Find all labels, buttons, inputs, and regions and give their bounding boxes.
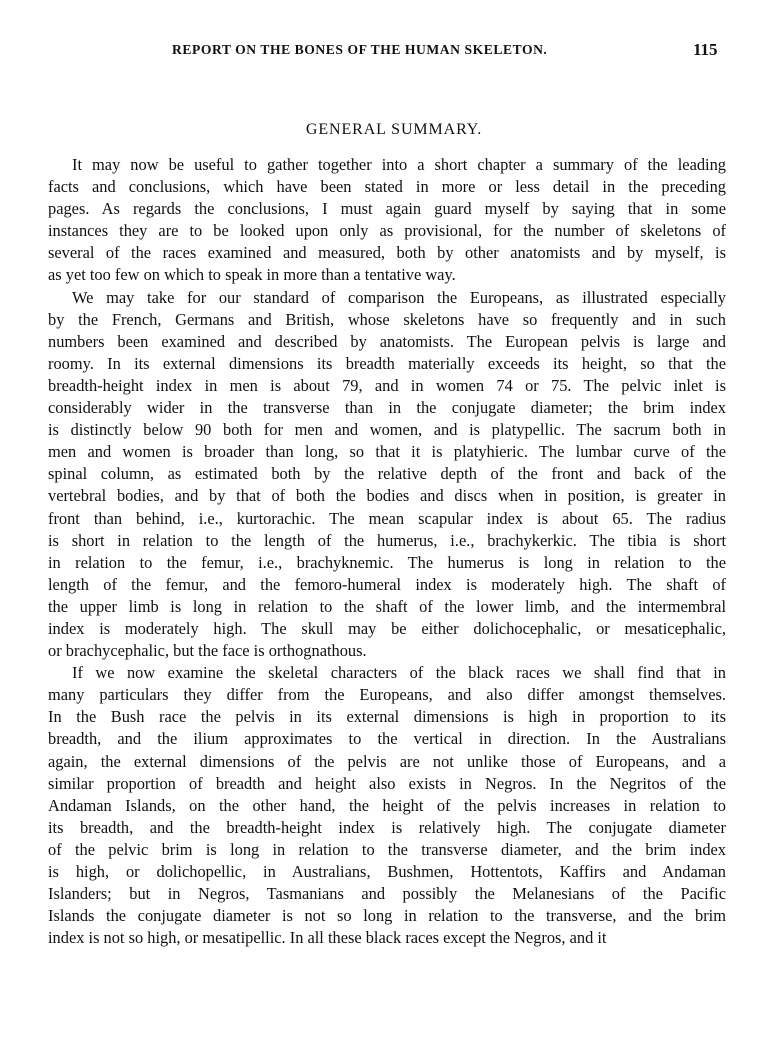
- text-line: or brachycephalic, but the face is orthognathous.: [48, 641, 367, 661]
- paragraph: [48, 662, 726, 949]
- text-line: facts and conclusions, which have been stated in more or less detail in the preceding: [48, 177, 726, 197]
- text-line: in relation to the femur, i.e., brachyknemic. The humerus is long in relation to the: [48, 552, 726, 572]
- text-line: several of the races examined and measured, both by other anatomists and by myself, is: [48, 243, 726, 263]
- text-line: considerably wider in the transverse than in the conjugate diameter; the brim index: [48, 398, 726, 418]
- text-line: as yet too few on which to speak in more than a tentative way.: [48, 265, 456, 285]
- text-line: numbers been examined and described by anatomists. The European pelvis is large and: [48, 331, 726, 351]
- paragraph: [48, 154, 726, 287]
- text-line: is distinctly below 90 both for men and women, and is platypellic. The sacrum both in: [48, 420, 726, 440]
- text-line: roomy. In its external dimensions its breadth materially exceeds its height, so that the: [48, 353, 726, 373]
- text-line: In the Bush race the pelvis in its external dimensions is high in proportion to its: [48, 707, 726, 727]
- text-line: vertebral bodies, and by that of both the bodies and discs when in position, is greater in: [48, 486, 726, 506]
- text-line: spinal column, as estimated both by the relative depth of the front and back of the: [48, 464, 726, 484]
- body-text: [48, 154, 726, 949]
- text-line: men and women is broader than long, so that it is platyhieric. The lumbar curve of the: [48, 442, 726, 462]
- text-line: If we now examine the skeletal characters of the black races we shall find that in: [72, 663, 726, 683]
- text-line: instances they are to be looked upon only as provisional, for the number of skeletons of: [48, 221, 726, 241]
- paragraph: [48, 287, 726, 663]
- text-line: front than behind, i.e., kurtorachic. The mean scapular index is about 65. The radius: [48, 508, 726, 528]
- text-line: pages. As regards the conclusions, I must again guard myself by saying that in some: [48, 199, 726, 219]
- text-line: the upper limb is long in relation to the shaft of the lower limb, and the intermembral: [48, 596, 726, 616]
- text-line: index is moderately high. The skull may be either dolichocephalic, or mesaticephalic,: [48, 618, 726, 638]
- paragraph-container: [48, 154, 726, 949]
- text-line: breadth, and the ilium approximates to the vertical in direction. In the Australians: [48, 729, 726, 749]
- text-line: by the French, Germans and British, whose skeletons have so frequently and in such: [48, 309, 726, 329]
- text-line: its breadth, and the breadth-height index is relatively high. The conjugate diameter: [48, 817, 726, 837]
- text-line: similar proportion of breadth and height also exists in Negros. In the Negritos of the: [48, 773, 726, 793]
- text-line: is short in relation to the length of the humerus, i.e., brachykerkic. The tibia is short: [48, 530, 726, 550]
- section-title: GENERAL SUMMARY.: [305, 121, 483, 138]
- running-header: REPORT ON THE BONES OF THE HUMAN SKELETON.: [172, 42, 548, 57]
- page-number: 115: [693, 40, 718, 59]
- text-line: It may now be useful to gather together into a short chapter a summary of the leading: [72, 155, 726, 174]
- text-line: Andaman Islands, on the other hand, the height of the pelvis increases in relation to: [48, 795, 726, 815]
- text-line: is high, or dolichopellic, in Australians, Bushmen, Hottentots, Kaffirs and Andaman: [48, 862, 726, 881]
- text-line: Islanders; but in Negros, Tasmanians and possibly the Melanesians of the Pacific: [48, 884, 726, 904]
- text-line: index is not so high, or mesatipellic. In all these black races except the Negros, and it: [48, 928, 607, 948]
- text-line: again, the external dimensions of the pelvis are not unlike those of Europeans, and a: [48, 751, 726, 771]
- text-line: breadth-height index in men is about 79, and in women 74 or 75. The pelvic inlet is: [48, 375, 726, 395]
- text-line: length of the femur, and the femoro-humeral index is moderately high. The shaft of: [48, 574, 726, 594]
- text-line: of the pelvic brim is long in relation to the transverse diameter, and the brim index: [48, 839, 726, 859]
- text-line: Islands the conjugate diameter is not so long in relation to the transverse, and the brim: [48, 906, 726, 926]
- text-line: many particulars they differ from the Europeans, and also differ amongst themselves.: [48, 685, 726, 705]
- text-line: We may take for our standard of comparison the Europeans, as illustrated especially: [72, 287, 726, 307]
